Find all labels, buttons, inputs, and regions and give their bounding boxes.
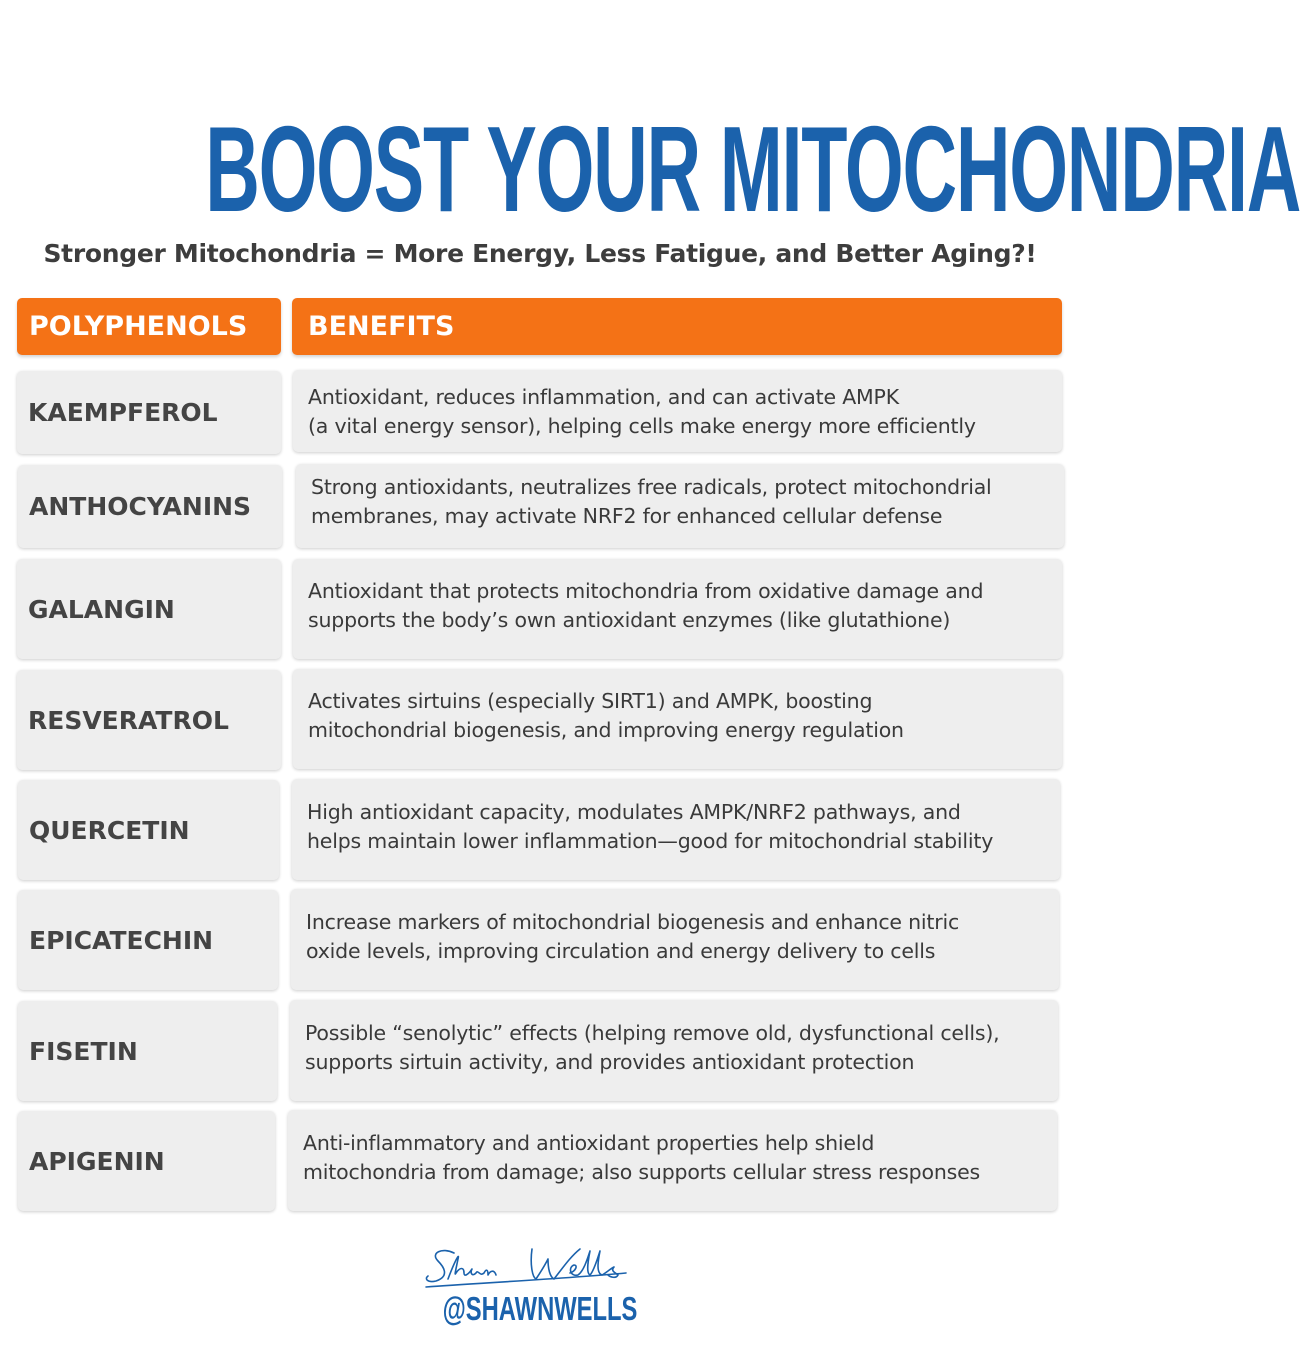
header-benefits: BENEFITS [292,298,1062,355]
benefit-text: Increase markers of mitochondrial biogenesis and enhance nitric oxide levels, improving circulation and energy delivery to cells [306,910,960,963]
benefit-text: Antioxidant, reduces inflammation, and can activate AMPK (a vital energy sensor), helping cells make energy more efficiently [308,385,976,438]
benefit-anthocyanins [296,464,1064,548]
polyphenol-name-epicatechin: EPICATECHIN [18,890,278,990]
benefit-text: Antioxidant that protects mitochondria from oxidative damage and supports the body’s own antioxidant enzymes (like glutathione) [308,579,984,632]
benefit-text: High antioxidant capacity, modulates AMPK/NRF2 pathways, and helps maintain lower inflammation—good for mitochondrial stability [307,800,994,853]
polyphenol-name-resveratrol: RESVERATROL [17,670,281,770]
page-title: BOOST YOUR MITOCHONDRIA [205,101,1300,237]
polyphenol-name-kaempferol: KAEMPFEROL [17,371,281,454]
signature-logo [420,1243,660,1295]
benefit-text: Anti-inflammatory and antioxidant properties help shield mitochondria from damage; also supports cellular stress responses [303,1131,980,1184]
polyphenol-name-fisetin: FISETIN [18,1001,277,1101]
benefit-text: Strong antioxidants, neutralizes free radicals, protect mitochondrial membranes, may activate NRF2 for enhanced cellular defense [311,475,992,528]
benefit-resveratrol [293,669,1062,769]
polyphenol-name-apigenin: APIGENIN [18,1111,275,1211]
benefit-galangin [293,559,1062,659]
benefit-quercetin [292,779,1060,880]
polyphenol-name-quercetin: QUERCETIN [18,780,279,880]
polyphenol-name-galangin: GALANGIN [17,559,281,659]
social-handle[interactable]: @SHAWNWELLS [442,1290,638,1327]
page-subtitle: Stronger Mitochondria = More Energy, Less Fatigue, and Better Aging?! [43,239,1037,268]
benefit-kaempferol [293,370,1062,452]
polyphenol-name-anthocyanins: ANTHOCYANINS [18,465,282,548]
benefit-fisetin [290,1000,1058,1101]
benefit-epicatechin [291,889,1059,990]
benefit-text: Possible “senolytic” effects (helping remove old, dysfunctional cells), supports sirtuin activity, and provides antioxidant protection [305,1021,1000,1074]
benefit-text: Activates sirtuins (especially SIRT1) and AMPK, boosting mitochondrial biogenesis, and improving energy regulation [308,689,904,742]
signature-text: Shawn Wells [420,1243,427,1244]
benefit-apigenin [288,1110,1057,1211]
header-polyphenols: POLYPHENOLS [17,298,281,355]
